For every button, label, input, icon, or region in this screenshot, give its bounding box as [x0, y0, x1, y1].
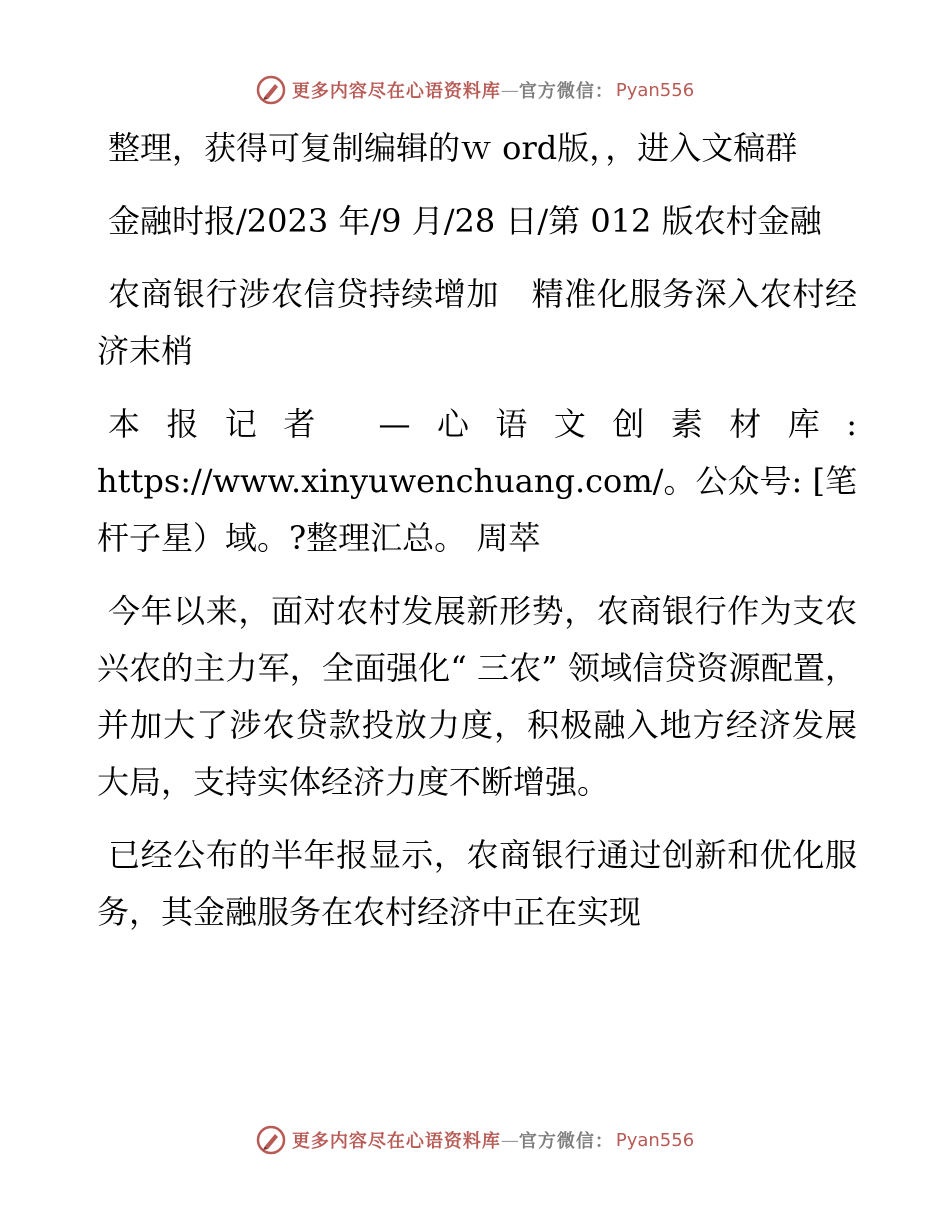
- footer-watermark: [0, 1122, 950, 1158]
- watermark-separator: —: [500, 79, 519, 101]
- paragraph-body-1: 今年以来，面对农村发展新形势，农商银行作为支农兴农的主力军，全面强化“ 三农” 领域信贷资源配置，并加大了涉农贷款投放力度，积极融入地方经济发展大局，支持实体经济力度不断增强。: [97, 592, 857, 801]
- pen-logo-icon: [256, 75, 286, 105]
- watermark-official-label: 官方微信：: [518, 81, 614, 102]
- document-body: [97, 120, 857, 957]
- paragraph-intro: 整理，获得可复制编辑的ｗ ord版，，进入文稿群: [108, 129, 798, 167]
- watermark-wechat-id: Pyan556: [615, 1129, 695, 1151]
- paragraph-body-2: 已经公布的半年报显示，农商银行通过创新和优化服务，其金融服务在农村经济中正在实现: [97, 836, 857, 931]
- watermark-separator: —: [500, 1129, 519, 1151]
- watermark-main-text: 更多内容尽在心语资料库: [291, 1131, 501, 1152]
- watermark-official-label: 官方微信：: [518, 1131, 614, 1152]
- watermark-main-text: 更多内容尽在心语资料库: [291, 81, 501, 102]
- watermark-wechat-id: Pyan556: [615, 79, 695, 101]
- paragraph-headline: 农商银行涉农信贷持续增加 精准化服务深入农村经济末梢: [97, 275, 857, 370]
- pen-logo-icon: [256, 1125, 286, 1155]
- paragraph-byline: 本报记者 —心语文创素材库: https://www.xinyuwenchuang.com/。公众号: [笔杆子星）域。?整理汇总。 周萃: [97, 405, 857, 557]
- header-watermark: [0, 72, 950, 108]
- paragraph-source: 金融时报/2023 年/9 月/28 日/第 012 版农村金融: [108, 202, 822, 240]
